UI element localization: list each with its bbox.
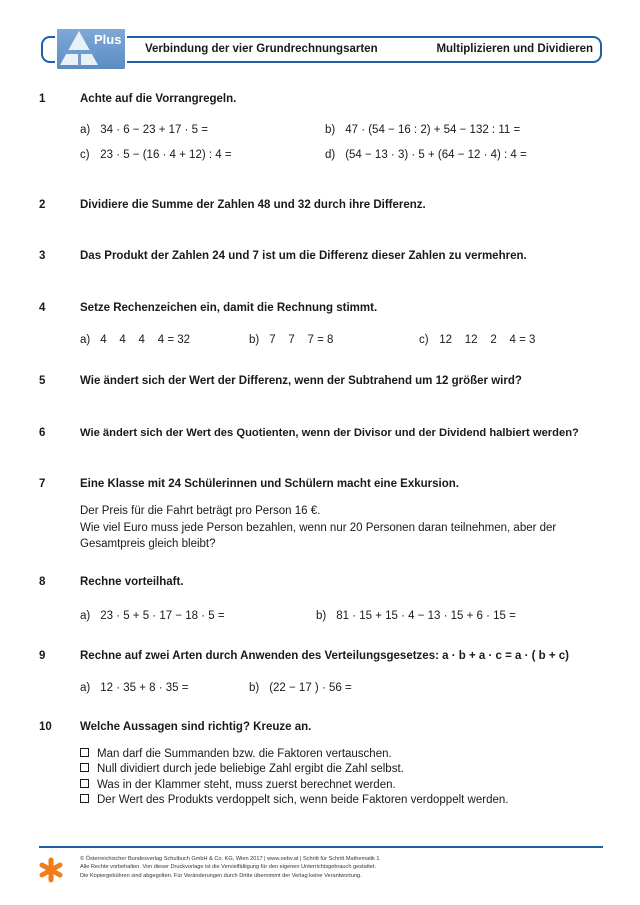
- item-expression: (22 − 17 ) · 56 =: [269, 682, 352, 694]
- task-question: Eine Klasse mit 24 Schülerinnen und Schülern macht eine Exkursion.: [80, 478, 459, 490]
- item-label: c): [80, 149, 90, 161]
- checkbox-item[interactable]: [80, 793, 508, 808]
- item-label: d): [325, 149, 336, 161]
- item-label: a): [80, 682, 91, 694]
- task-number: 2: [39, 199, 46, 211]
- checkbox-label: Der Wert des Produkts verdoppelt sich, wenn beide Faktoren verdoppelt werden.: [97, 793, 509, 806]
- task-question: Rechne vorteilhaft.: [80, 576, 184, 588]
- task-item: [80, 682, 188, 694]
- checkbox-label: Was in der Klammer steht, muss zuerst berechnet werden.: [97, 778, 396, 791]
- item-label: c): [419, 334, 429, 346]
- logo-text: Plus: [94, 32, 122, 47]
- checkbox-item[interactable]: [80, 762, 508, 777]
- task-number: 5: [39, 375, 46, 387]
- worksheet-topic: Multiplizieren und Dividieren: [436, 43, 593, 55]
- item-label: b): [316, 610, 327, 622]
- footer-divider: [39, 846, 603, 848]
- item-expression: 7 7 7 = 8: [269, 334, 334, 346]
- task-number: 6: [39, 427, 46, 439]
- task-question: Achte auf die Vorrangregeln.: [80, 93, 237, 105]
- task-number: 10: [39, 721, 52, 733]
- task-question: Wie ändert sich der Wert der Differenz, wenn der Subtrahend um 12 größer wird?: [80, 375, 522, 387]
- task-item: [249, 334, 333, 346]
- task-question: Setze Rechenzeichen ein, damit die Rechnung stimmt.: [80, 302, 378, 314]
- task-item: [80, 334, 190, 346]
- item-expression: 34 · 6 − 23 + 17 · 5 =: [100, 124, 208, 136]
- asterisk-logo-icon: [38, 857, 64, 883]
- footer-line: © Österreichischer Bundesverlag Schulbuch GmbH & Co. KG, Wien 2017 | www.oebv.at | Schritt für Schritt Mathematik 1: [80, 856, 380, 862]
- item-expression: 23 · 5 + 5 · 17 − 18 · 5 =: [100, 610, 225, 622]
- task-number: 8: [39, 576, 46, 588]
- logo-decoration: [78, 54, 81, 66]
- task-question: Das Produkt der Zahlen 24 und 7 ist um die Differenz dieser Zahlen zu vermehren.: [80, 250, 527, 262]
- task-question: Wie ändert sich der Wert des Quotienten, wenn der Divisor und der Dividend halbiert werden?: [80, 427, 579, 439]
- task-number: 7: [39, 478, 46, 490]
- checkbox[interactable]: [80, 763, 89, 772]
- checkbox-item[interactable]: [80, 778, 508, 793]
- item-expression: 4 4 4 4 = 32: [100, 334, 191, 346]
- item-label: b): [249, 682, 260, 694]
- text-line: Wie viel Euro muss jede Person bezahlen, wenn nur 20 Personen daran teilnehmen, aber der: [80, 521, 557, 534]
- checkbox-item[interactable]: [80, 747, 508, 762]
- text-line: Gesamtpreis gleich bleibt?: [80, 538, 216, 550]
- task-question: Dividiere die Summe der Zahlen 48 und 32 durch ihre Differenz.: [80, 199, 426, 211]
- item-expression: 12 · 35 + 8 · 35 =: [100, 682, 189, 694]
- checkbox-list: [80, 747, 508, 808]
- item-label: a): [80, 124, 91, 136]
- task-number: 3: [39, 250, 46, 262]
- task-text: [80, 503, 580, 553]
- item-label: b): [325, 124, 336, 136]
- checkbox[interactable]: [80, 779, 89, 788]
- item-label: b): [249, 334, 260, 346]
- task-item: [80, 149, 232, 161]
- task-number: 1: [39, 93, 46, 105]
- item-label: a): [80, 610, 91, 622]
- footer-line: Die Kopiergebühren sind abgegolten. Für Veränderungen durch Dritte übernimmt der Verlag keine Verantwortung.: [80, 872, 362, 879]
- task-number: 9: [39, 650, 46, 662]
- task-item: [80, 124, 208, 136]
- task-item: [325, 124, 520, 136]
- item-expression: 47 · (54 − 16 : 2) + 54 − 132 : 11 =: [345, 124, 521, 136]
- task-item: [316, 610, 516, 622]
- text-line: Der Preis für die Fahrt beträgt pro Person 16 €.: [80, 505, 321, 517]
- checkbox-label: Null dividiert durch jede beliebige Zahl ergibt die Zahl selbst.: [97, 763, 404, 776]
- item-label: a): [80, 334, 91, 346]
- task-question: Rechne auf zwei Arten durch Anwenden des Verteilungsgesetzes: a · b + a · c = a · ( b + c): [80, 650, 569, 662]
- footer-line: Alle Rechte vorbehalten. Von dieser Druckvorlage ist die Vervielfältigung für den eigenen Unterrichtsgebrauch gestattet.: [80, 864, 377, 871]
- task-item: [419, 334, 535, 346]
- task-item: [249, 682, 352, 694]
- item-expression: 12 12 2 4 = 3: [439, 334, 536, 346]
- checkbox[interactable]: [80, 748, 89, 757]
- item-expression: 23 · 5 − (16 · 4 + 12) : 4 =: [100, 149, 232, 161]
- task-item: [325, 149, 527, 161]
- item-expression: (54 − 13 · 3) · 5 + (64 − 12 · 4) : 4 =: [345, 149, 527, 161]
- worksheet-title: Verbindung der vier Grundrechnungsarten: [145, 43, 378, 55]
- checkbox-label: Man darf die Summanden bzw. die Faktoren vertauschen.: [97, 748, 392, 760]
- copyright-notice: [80, 855, 600, 880]
- task-question: Welche Aussagen sind richtig? Kreuze an.: [80, 721, 312, 733]
- item-expression: 81 · 15 + 15 · 4 − 13 · 15 + 6 · 15 =: [336, 610, 516, 622]
- checkbox[interactable]: [80, 794, 89, 803]
- task-item: [80, 610, 225, 622]
- task-number: 4: [39, 302, 46, 314]
